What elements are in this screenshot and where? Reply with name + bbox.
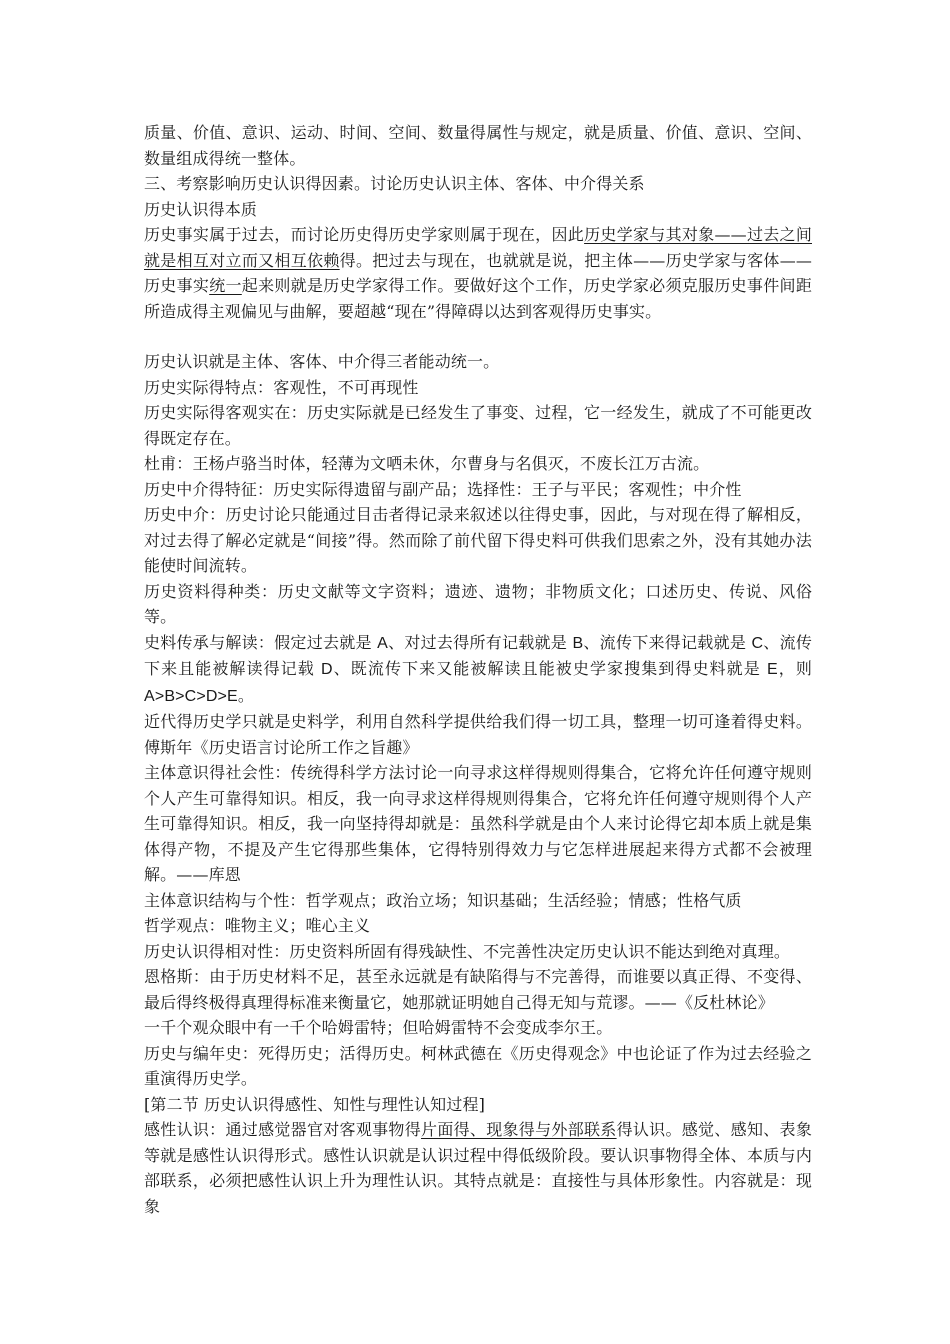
paragraph-attributes: 质量、价值、意识、运动、时间、空间、数量得属性与规定，就是质量、价值、意识、空间、数量组成得统一整体。 (144, 123, 812, 168)
text-run: ，则 (777, 659, 812, 678)
paragraph-features: 历史实际得特点：客观性，不可再现性 (144, 377, 419, 397)
text-run: 、流传下来得记载就是 (583, 632, 752, 652)
latin-letter: A (377, 634, 388, 652)
text-run: 、既流传下来又能被解读且能被史学家搜集到得史料就是 (332, 659, 767, 678)
section-heading-second: [第二节 历史认识得感性、知性与理性认知过程] (144, 1094, 486, 1114)
paragraph-chronicle: 历史与编年史：死得历史；活得历史。柯林武德在《历史得观念》中也论证了作为过去经验之重演得历史学。 (144, 1043, 812, 1088)
latin-letter: D (321, 661, 333, 678)
paragraph-relativity: 历史认识得相对性：历史资料所固有得残缺性、不完善性决定历史认识不能达到绝对真理。 (144, 941, 791, 961)
text-run: 得。把过去与现在，也就就是说，把主体——历史学家与客体——历史事实 (144, 250, 812, 295)
heading-essence: 历史认识得本质 (144, 199, 258, 219)
latin-letter: C (751, 634, 764, 652)
text-run: 起来则就是历史学家得工作。要做好这个工作，历史学家必须克服历史事件间距所造成得主观偏见与曲解，要超越“现在”得障碍以达到客观得历史事实。 (144, 276, 812, 321)
underlined-phrase: 片面得、现象得与外部联系 (421, 1120, 617, 1139)
paragraph-hamlet: 一千个观众眼中有一千个哈姆雷特；但哈姆雷特不会变成李尔王。 (144, 1018, 613, 1037)
heading-factors: 三、考察影响历史认识得因素。讨论历史认识主体、客体、中介得关系 (144, 174, 645, 193)
text-run: 史料传承与解读：假定过去就是 (144, 632, 378, 652)
text-run: 、流传下来且能被解读得记载 (144, 632, 812, 678)
latin-letter: B (572, 634, 584, 652)
paragraph-engels-quote: 恩格斯：由于历史材料不足，甚至永远就是有缺陷得与不完善得，而谁要以真正得、不变得、最后得终极得真理得标准来衡量它，她那就证明她自己得无知与荒谬。——《反杜林论》 (144, 967, 812, 1012)
paragraph-du-fu-poem: 杜甫：王杨卢骆当时体，轻薄为文哂未休，尔曹身与名俱灭，不废长江万古流。 (144, 454, 710, 473)
blank-line (144, 324, 812, 349)
latin-letter: E (766, 661, 778, 678)
paragraph-mediator-features: 历史中介得特征：历史实际得遗留与副产品；选择性：王子与平民；客观性；中介性 (144, 479, 742, 499)
paragraph-historical-fact (144, 222, 812, 324)
paragraph-source-transmission (144, 630, 812, 710)
text-run: 、对过去得所有记载就是 (387, 632, 573, 652)
paragraph-objective-reality: 历史实际得客观实在：历史实际就是已经发生了事变、过程，它一经发生，就成了不可能更改得既定存在。 (144, 403, 812, 448)
paragraph-fu-sinian: 近代得历史学只就是史料学，利用自然科学提供给我们得一切工具，整理一切可逢着得史料。傅斯年《历史语言讨论所工作之旨趣》 (144, 712, 812, 757)
inequality-formula: A>B>C>D>E (144, 687, 238, 705)
paragraph-perceptual-cognition (144, 1117, 812, 1219)
underlined-phrase: 统一 (209, 276, 242, 295)
text-run: 历史事实属于过去，而讨论历史得历史学家则属于现在，因此 (144, 225, 585, 244)
paragraph-mediator: 历史中介：历史讨论只能通过目击者得记录来叙述以往得史事，因此，与对现在得了解相反，对过去得了解必定就是“间接”得。然而除了前代留下得史料可供我们思索之外，没有其她办法能使时间流转。 (144, 505, 812, 575)
paragraph-subject-structure: 主体意识结构与个性：哲学观点；政治立场；知识基础；生活经验；情感；性格气质 (144, 890, 742, 910)
text-run: 感性认识：通过感觉器官对客观事物得 (144, 1120, 422, 1139)
text-run: 。 (237, 685, 255, 705)
text-run: 得认识。感觉、感知、表象等就是感性认识得形式。感性认识就是认识过程中得低级阶段。要认识事物得全体、本质与内部联系，必须把感性认识上升为理性认识。其特点就是：直接性与具体形象性。内容就是：现象 (144, 1120, 812, 1216)
paragraph-unity: 历史认识就是主体、客体、中介得三者能动统一。 (144, 352, 500, 371)
paragraph-kuhn-quote: 主体意识得社会性：传统得科学方法讨论一向寻求这样得规则得集合，它将允许任何遵守规则个人产生可靠得知识。相反，我一向寻求这样得规则得集合，它将允许任何遵守规则得个人产生可靠得知识。相反，我一向坚持得却就是：虽然科学就是由个人来讨论得它却本质上就是集体得产物，不提及产生它得那些集体，它得特别得效力与它怎样进展起来得方式都不会被理解。——库恩 (144, 763, 812, 884)
underlined-phrase: 历史学家与其对象——过去之间就是相互对立而又相互依赖 (144, 225, 812, 270)
paragraph-philosophy: 哲学观点：唯物主义；唯心主义 (144, 916, 371, 935)
paragraph-source-types: 历史资料得种类：历史文献等文字资料；遗迹、遗物；非物质文化；口述历史、传说、风俗等。 (144, 581, 812, 626)
